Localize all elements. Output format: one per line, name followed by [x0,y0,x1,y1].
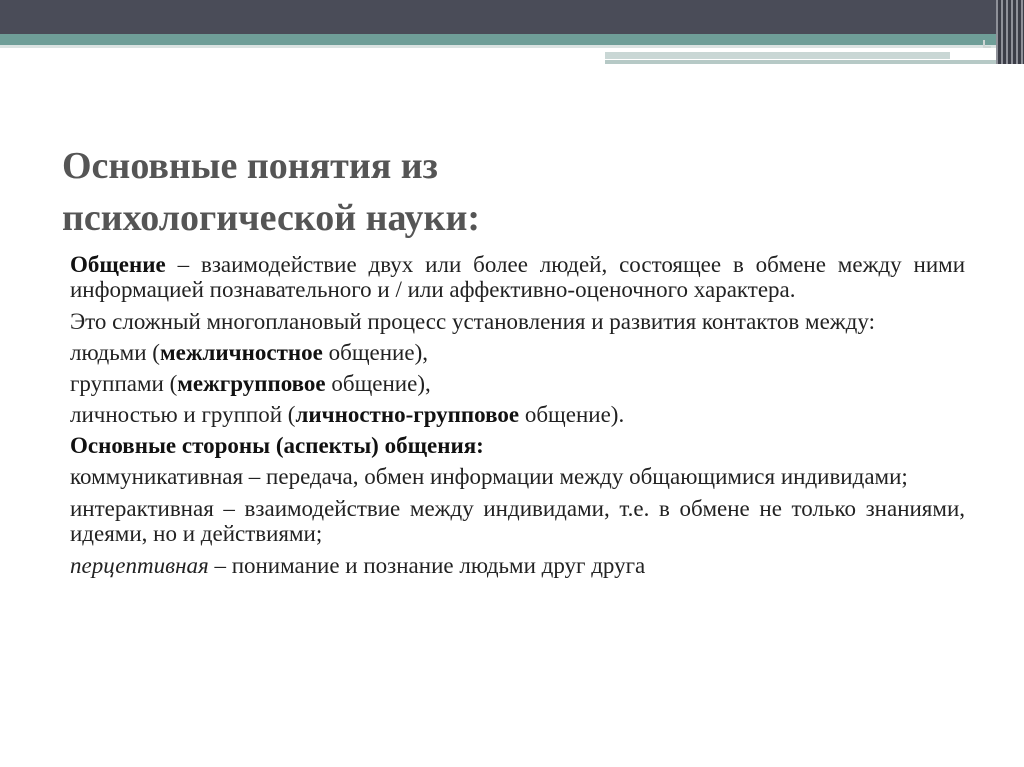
slide-title-line2: психологической науки: [62,197,480,239]
communicative-text: коммуникативная – передача, обмен информации между общающимися индивидами; [70,464,908,489]
process-text: Это сложный многоплановый процесс установления и развития контактов между: [70,309,875,334]
interpersonal-prefix: людьми ( [70,340,160,365]
aspect-perceptive [70,553,965,578]
term-obshchenie: Общение [70,252,166,277]
interactive-text: интерактивная – взаимодействие между индивидами, т.е. в обмене не только знаниями, идеями, но и действиями; [70,496,965,546]
corner-mark-icon [983,40,991,48]
header-stripes-decoration [996,0,1024,64]
interpersonal-suffix: общение), [322,340,428,365]
slide-title [62,140,962,244]
interpersonal-term: межличностное [159,340,323,365]
personal-group-term: личностно-групповое [295,402,520,427]
intergroup-prefix: группами ( [70,371,178,396]
aspect-communicative [70,464,965,489]
header-accent-bar-lower [605,60,1024,64]
header-band-line [0,45,1024,48]
header-accent-bar [605,52,950,59]
slide-body [70,252,965,585]
list-item-interpersonal [70,340,965,365]
slide-title-line1: Основные понятия из [62,145,438,187]
perceptive-term: перцептивная [70,553,209,578]
personal-group-suffix: общение). [519,402,625,427]
intergroup-term: межгрупповое [177,371,326,396]
definition-text: – взаимодействие двух или более людей, состоящее в обмене между ними информацией познавательного и / или аффективно-оценочного характера. [70,252,965,302]
aspects-heading-text: Основные стороны (аспекты) общения: [70,433,484,458]
paragraph-definition [70,252,965,302]
header-band-teal [0,34,1024,45]
intergroup-suffix: общение), [325,371,431,396]
list-item-intergroup [70,371,965,396]
aspect-interactive [70,496,965,546]
aspects-heading [70,433,965,458]
perceptive-text: – понимание и познание людьми друг друга [208,553,646,578]
header-band-dark [0,0,1024,34]
list-item-personal-group [70,402,965,427]
paragraph-process [70,309,965,334]
personal-group-prefix: личностью и группой ( [70,402,296,427]
